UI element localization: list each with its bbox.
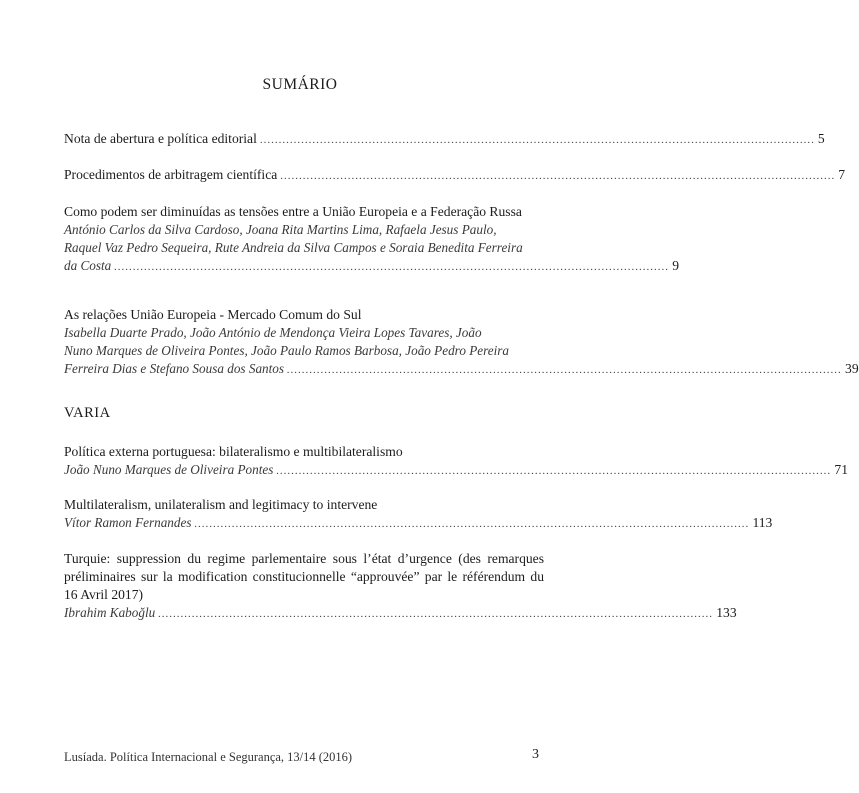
dot-leader: .................................................................................................................................................... [287,364,843,376]
dot-leader: .................................................................................................................................................... [194,518,750,530]
entry-authors-line-3: da Costa [64,258,112,273]
section-heading-varia: VARIA [64,405,111,421]
toc-entry-arbitragem[interactable] [64,166,846,185]
footer-page-number: 3 [532,747,539,762]
dot-leader: .................................................................................................................................................... [276,465,832,477]
dot-leader: .................................................................................................................................................... [280,170,836,182]
entry-authors: João Nuno Marques de Oliveira Pontes [64,462,274,477]
toc-entry-tensoes[interactable] [64,203,680,276]
entry-title: As relações União Europeia - Mercado Comum do Sul [64,307,362,322]
page-number: 5 [817,131,825,146]
toc-entry-turquie[interactable] [64,550,737,623]
entry-authors: Vítor Ramon Fernandes [64,515,192,530]
page-number: 7 [838,167,846,182]
toc-entry-multilateralism[interactable] [64,496,773,533]
page-number: 133 [716,605,737,620]
entry-title: Multilateralism, unilateralism and legitimacy to intervene [64,497,378,512]
entry-authors-line-3: Ferreira Dias e Stefano Sousa dos Santos [64,361,285,376]
toc-entry-editorial[interactable] [64,130,825,149]
entry-title: Como podem ser diminuídas as tensões entre a União Europeia e a Federação Russa [64,204,522,219]
entry-authors-line-2: Nuno Marques de Oliveira Pontes, João Paulo Ramos Barbosa, João Pedro Pereira [64,343,510,358]
entry-authors-line-2: Raquel Vaz Pedro Sequeira, Rute Andreia da Silva Campos e Soraia Benedita Ferreira [64,240,523,255]
page-number: 71 [834,462,848,477]
toc-entry-ue-mercosul[interactable] [64,306,859,379]
entry-title: Política externa portuguesa: bilateralismo e multibilateralismo [64,444,403,459]
toc-entry-politica-externa[interactable] [64,443,848,480]
entry-title: Procedimentos de arbitragem científica [64,167,278,182]
entry-authors-line-1: António Carlos da Silva Cardoso, Joana Rita Martins Lima, Rafaela Jesus Paulo, [64,222,497,237]
entry-authors: Ibrahim Kaboğlu [64,605,156,620]
entry-title: Nota de abertura e política editorial [64,131,257,146]
page-title: SUMÁRIO [262,76,338,93]
page-number: 9 [672,258,680,273]
footer-journal: Lusíada. Política Internacional e Segurança, 13/14 (2016) [64,750,353,764]
entry-authors-line-1: Isabella Duarte Prado, João António de Mendonça Vieira Lopes Tavares, João [64,325,482,340]
dot-leader: .................................................................................................................................................... [114,261,670,273]
entry-title: Turquie: suppression du regime parlementaire sous l’état d’urgence (des remarques préliminaires sur la modification constitucionnelle “approuvée” par le référendum du 16 Avril 2017) [64,551,544,602]
dot-leader: .................................................................................................................................................... [158,608,714,620]
page-number: 39 [845,361,859,376]
dot-leader: .................................................................................................................................................... [259,134,815,146]
page-number: 113 [752,515,773,530]
